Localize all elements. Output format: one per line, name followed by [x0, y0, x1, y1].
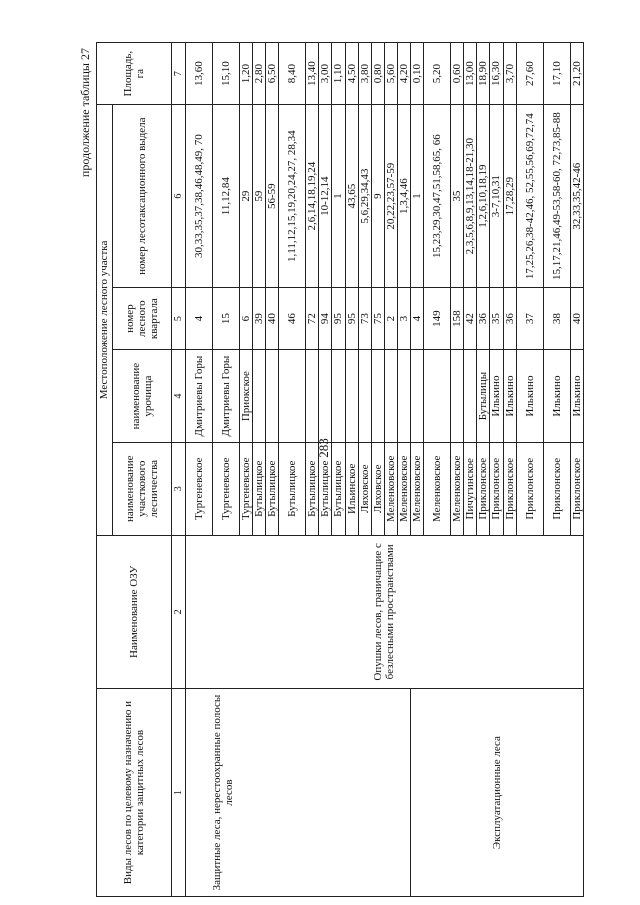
- quarter-cell: 73: [358, 288, 371, 350]
- district-cell: Бутылицкое: [332, 442, 345, 535]
- header-ozu-name: Наименование ОЗУ: [97, 535, 172, 689]
- area-cell: 3,80: [358, 43, 371, 105]
- quarter-cell: 2: [384, 288, 397, 350]
- quarter-cell: 37: [516, 288, 543, 350]
- tract-cell: [266, 350, 279, 443]
- area-cell: 27,60: [516, 43, 543, 105]
- area-cell: 0,10: [411, 43, 424, 105]
- plot-cell: 56-59: [266, 105, 279, 288]
- tract-cell: [332, 350, 345, 443]
- tract-cell: Илькино: [543, 350, 570, 443]
- district-cell: Тургеневское: [213, 442, 240, 535]
- forest-table: [96, 42, 584, 897]
- area-cell: 21,20: [570, 43, 583, 105]
- quarter-cell: 6: [240, 288, 253, 350]
- district-cell: Приклонское: [490, 442, 503, 535]
- plot-cell: 2,6,14,18,19,24: [306, 105, 319, 288]
- quarter-cell: 75: [371, 288, 384, 350]
- tract-cell: Илькино: [570, 350, 583, 443]
- column-number: 6: [172, 105, 186, 288]
- tract-cell: Приокское: [240, 350, 253, 443]
- quarter-cell: 36: [477, 288, 490, 350]
- area-cell: 0,80: [371, 43, 384, 105]
- ozu-name: Опушки лесов, граничащие с безлесными пространствами: [186, 535, 584, 689]
- tract-cell: Илькино: [503, 350, 516, 443]
- quarter-cell: 39: [253, 288, 266, 350]
- plot-cell: 1,3,4,46: [397, 105, 410, 288]
- tract-cell: Дмитриевы Горы: [186, 350, 213, 443]
- plot-cell: 1,11,12,15,19,20,24,27, 28,34: [279, 105, 306, 288]
- header-plot-number: номер лесотаксационного выдела: [113, 105, 172, 288]
- tract-cell: [345, 350, 358, 443]
- quarter-cell: 15: [213, 288, 240, 350]
- plot-cell: 43,65: [345, 105, 358, 288]
- header-location-group: Местоположение лесного участка: [97, 105, 113, 535]
- area-cell: 13,60: [186, 43, 213, 105]
- area-cell: 0,60: [451, 43, 464, 105]
- quarter-cell: 4: [186, 288, 213, 350]
- column-number: 5: [172, 288, 186, 350]
- tract-cell: [451, 350, 464, 443]
- area-cell: 8,40: [279, 43, 306, 105]
- column-number: 1: [172, 689, 186, 897]
- district-cell: Бутылицкое: [319, 442, 332, 535]
- page-number: 283: [315, 438, 331, 458]
- district-cell: Приклонское: [503, 442, 516, 535]
- plot-cell: 1: [332, 105, 345, 288]
- district-cell: Бутылицкое: [306, 442, 319, 535]
- district-cell: Бутылицкое: [279, 442, 306, 535]
- tract-cell: Бутылицы: [477, 350, 490, 443]
- plot-cell: 2,3,5,6,8,9,13,14,18-21,30: [464, 105, 477, 288]
- tract-cell: [319, 350, 332, 443]
- area-cell: 13,00: [464, 43, 477, 105]
- area-cell: 4,50: [345, 43, 358, 105]
- column-number: 7: [172, 43, 186, 105]
- area-cell: 1,10: [332, 43, 345, 105]
- tract-cell: [306, 350, 319, 443]
- area-cell: 17,10: [543, 43, 570, 105]
- column-number: 4: [172, 350, 186, 443]
- plot-cell: 5,6,29,34,43: [358, 105, 371, 288]
- plot-cell: 30,33,35,37,38,46,48,49, 70: [186, 105, 213, 288]
- district-cell: Ляховское: [371, 442, 384, 535]
- tract-cell: [464, 350, 477, 443]
- district-cell: Меленковское: [411, 442, 424, 535]
- district-cell: Приклонское: [477, 442, 490, 535]
- tract-cell: [279, 350, 306, 443]
- district-cell: Меленковское: [384, 442, 397, 535]
- plot-cell: 17,25,26,38-42,46, 52,55,56,69,72,74: [516, 105, 543, 288]
- tract-cell: [397, 350, 410, 443]
- quarter-cell: 95: [345, 288, 358, 350]
- district-cell: Приклонское: [570, 442, 583, 535]
- plot-cell: 1: [411, 105, 424, 288]
- district-cell: Пичугинское: [464, 442, 477, 535]
- quarter-cell: 158: [451, 288, 464, 350]
- quarter-cell: 95: [332, 288, 345, 350]
- forest-category-protective: Защитные леса, нерестоохранные полосы лесов: [186, 689, 411, 897]
- area-cell: 4,20: [397, 43, 410, 105]
- tract-cell: [358, 350, 371, 443]
- tract-cell: Илькино: [516, 350, 543, 443]
- quarter-cell: 35: [490, 288, 503, 350]
- quarter-cell: 94: [319, 288, 332, 350]
- quarter-cell: 42: [464, 288, 477, 350]
- table-header: [97, 43, 186, 897]
- area-cell: 5,60: [384, 43, 397, 105]
- quarter-cell: 3: [397, 288, 410, 350]
- table-body: [186, 43, 584, 897]
- quarter-cell: 36: [503, 288, 516, 350]
- district-cell: Ляховское: [358, 442, 371, 535]
- area-cell: 3,00: [319, 43, 332, 105]
- plot-cell: 20,22,23,57-59: [384, 105, 397, 288]
- district-cell: Приклонское: [516, 442, 543, 535]
- column-number: 2: [172, 535, 186, 689]
- quarter-cell: 72: [306, 288, 319, 350]
- tract-cell: Илькино: [490, 350, 503, 443]
- plot-cell: 32,33,35,42-46: [570, 105, 583, 288]
- plot-cell: 15,23,29,30,47,51,58,65, 66: [424, 105, 451, 288]
- quarter-cell: 38: [543, 288, 570, 350]
- table-row: [411, 43, 424, 897]
- column-number: 3: [172, 442, 186, 535]
- quarter-cell: 4: [411, 288, 424, 350]
- area-cell: 6,50: [266, 43, 279, 105]
- plot-cell: 15,17,21,46,49-53,58-60, 72,73,85-88: [543, 105, 570, 288]
- district-cell: Тургеневское: [186, 442, 213, 535]
- plot-cell: 9: [371, 105, 384, 288]
- district-cell: Ильинское: [345, 442, 358, 535]
- plot-cell: 35: [451, 105, 464, 288]
- plot-cell: 29: [240, 105, 253, 288]
- district-cell: Меленковское: [424, 442, 451, 535]
- table-continuation-label: продолжение таблицы 27: [78, 48, 92, 178]
- area-cell: 15,10: [213, 43, 240, 105]
- area-cell: 1,20: [240, 43, 253, 105]
- tract-cell: [253, 350, 266, 443]
- district-cell: Бутылицкое: [253, 442, 266, 535]
- header-forest-type: Виды лесов по целевому назначению и категории защитных лесов: [97, 689, 172, 897]
- quarter-cell: 40: [570, 288, 583, 350]
- district-cell: Меленковское: [397, 442, 410, 535]
- area-cell: 2,80: [253, 43, 266, 105]
- header-area: Площадь, га: [97, 43, 172, 105]
- header-quarter-number: номер лесного квартала: [113, 288, 172, 350]
- plot-cell: 10-12,14: [319, 105, 332, 288]
- plot-cell: 17,28,29: [503, 105, 516, 288]
- tract-cell: Дмитриевы Горы: [213, 350, 240, 443]
- plot-cell: 11,12,84: [213, 105, 240, 288]
- area-cell: 13,40: [306, 43, 319, 105]
- district-cell: Тургеневское: [240, 442, 253, 535]
- area-cell: 18,90: [477, 43, 490, 105]
- plot-cell: 1,2,6,10,18,19: [477, 105, 490, 288]
- tract-cell: [384, 350, 397, 443]
- quarter-cell: 149: [424, 288, 451, 350]
- tract-cell: [371, 350, 384, 443]
- forest-category-exploitation: Эксплуатационные леса: [411, 689, 584, 897]
- district-cell: Бутылицкое: [266, 442, 279, 535]
- header-district-name: наименование участкового лесничества: [113, 442, 172, 535]
- column-number-row: [172, 43, 186, 897]
- quarter-cell: 40: [266, 288, 279, 350]
- district-cell: Меленковское: [451, 442, 464, 535]
- plot-cell: 3-7,10,31: [490, 105, 503, 288]
- tract-cell: [411, 350, 424, 443]
- area-cell: 3,70: [503, 43, 516, 105]
- area-cell: 16,30: [490, 43, 503, 105]
- tract-cell: [424, 350, 451, 443]
- table-row: [186, 43, 213, 897]
- plot-cell: 59: [253, 105, 266, 288]
- rotated-page: [78, 42, 628, 897]
- area-cell: 5,20: [424, 43, 451, 105]
- quarter-cell: 46: [279, 288, 306, 350]
- header-tract-name: наименование урочища: [113, 350, 172, 443]
- district-cell: Приклонское: [543, 442, 570, 535]
